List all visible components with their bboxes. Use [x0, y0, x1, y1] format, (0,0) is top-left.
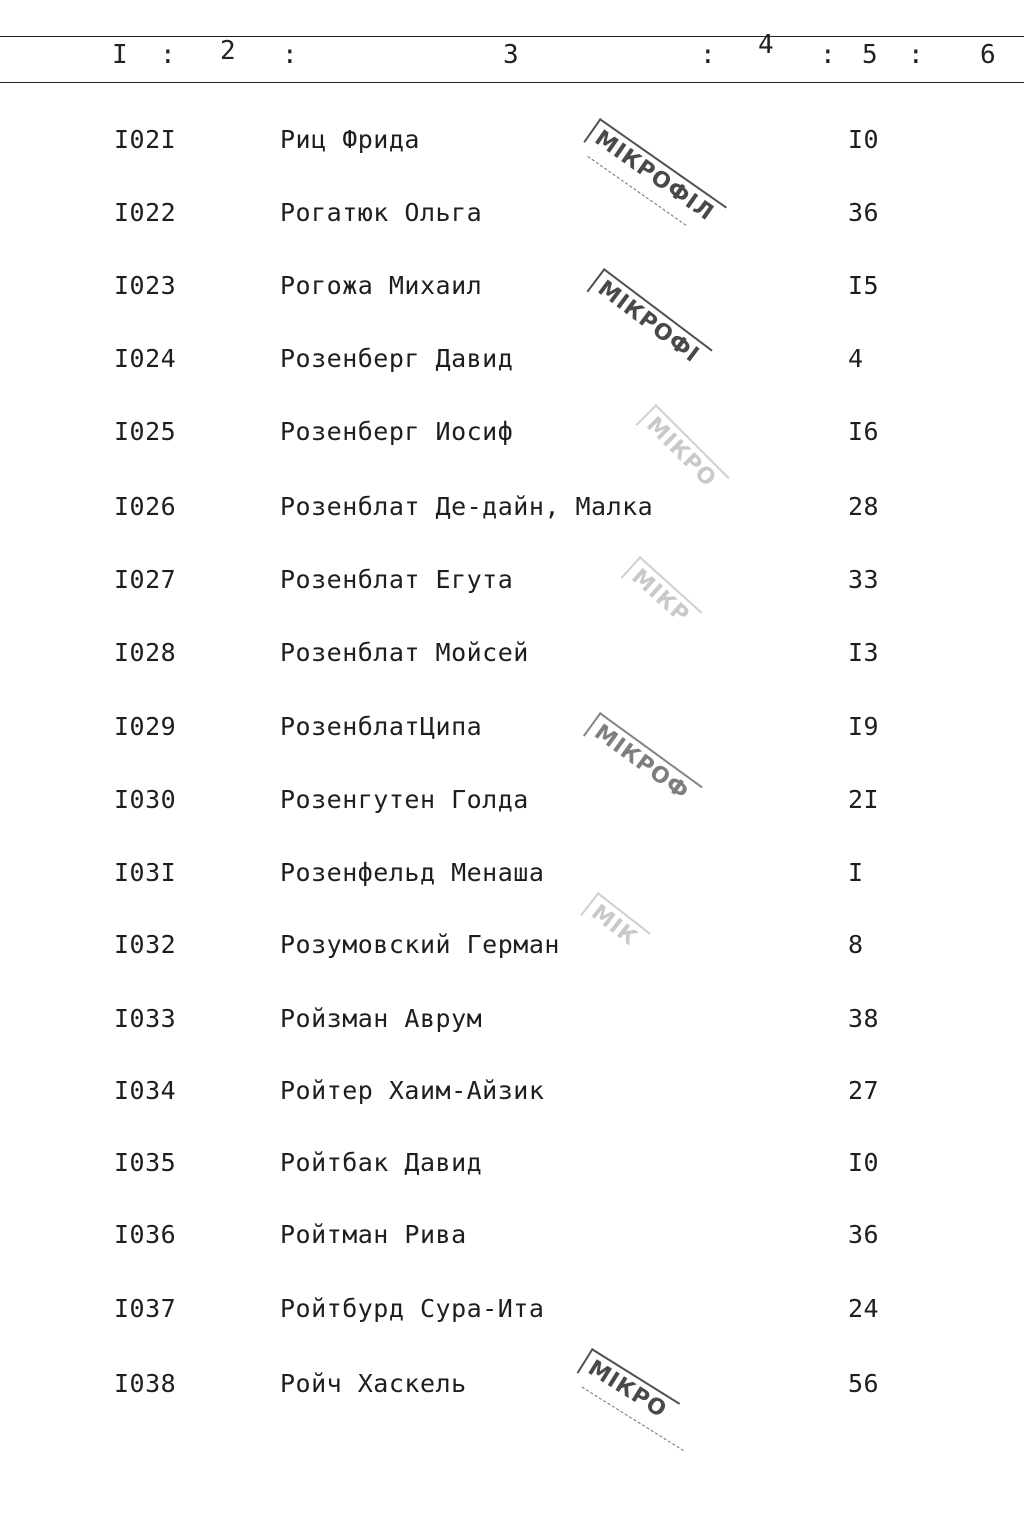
table-row — [0, 782, 1024, 822]
row-name: Розумовский Герман — [280, 930, 560, 959]
row-number: I03I — [114, 858, 177, 887]
header-sep-1: : — [160, 40, 176, 70]
row-pages: 28 — [848, 492, 880, 521]
row-number: I038 — [114, 1369, 177, 1398]
row-pages: 56 — [848, 1369, 880, 1398]
row-number: I037 — [114, 1294, 177, 1323]
header-sep-3: : — [700, 40, 716, 70]
row-name: Розенгутен Голда — [280, 785, 529, 814]
table-row — [0, 1145, 1024, 1185]
table-row — [0, 709, 1024, 749]
row-name: Розенблат Мойсей — [280, 638, 529, 667]
microfilm-stamp: МІКРОФ — [583, 712, 703, 810]
table-row — [0, 1217, 1024, 1257]
row-number: I027 — [114, 565, 177, 594]
row-name: Ройч Хаскель — [280, 1369, 467, 1398]
row-name: Розенблат Де-дайн, Малка — [280, 492, 654, 521]
row-number: I02I — [114, 125, 177, 154]
table-row — [0, 341, 1024, 381]
row-name: Рогатюк Ольга — [280, 198, 483, 227]
header-col-6: 6 — [980, 40, 996, 70]
row-name: Ройзман Аврум — [280, 1004, 483, 1033]
header-sep-5: : — [908, 40, 924, 70]
row-pages: 33 — [848, 565, 880, 594]
row-number: I030 — [114, 785, 177, 814]
row-pages: 2I — [848, 785, 880, 814]
row-name: РозенблатЦипа — [280, 712, 483, 741]
row-number: I028 — [114, 638, 177, 667]
row-number: I026 — [114, 492, 177, 521]
row-pages: 38 — [848, 1004, 880, 1033]
microfilm-stamp: МІКРО — [577, 1348, 680, 1428]
row-pages: I6 — [848, 417, 880, 446]
table-row — [0, 489, 1024, 529]
header-sep-2: : — [282, 40, 298, 70]
row-name: Розенберг Давид — [280, 344, 514, 373]
row-number: I033 — [114, 1004, 177, 1033]
table-row — [0, 268, 1024, 308]
microfilm-stamp: МІКР — [621, 556, 703, 634]
row-pages: I0 — [848, 1148, 880, 1177]
header-col-5: 5 — [862, 40, 878, 70]
row-pages: 24 — [848, 1294, 880, 1323]
microfilm-stamp: МІКРОФІЛ — [583, 118, 727, 231]
header-col-2: 2 — [220, 36, 236, 66]
row-pages: 36 — [848, 1220, 880, 1249]
microfilm-stamp: МІК — [580, 892, 651, 956]
table-row — [0, 562, 1024, 602]
row-name: Ройтбак Давид — [280, 1148, 483, 1177]
row-name: Ройтер Хаим-Айзик — [280, 1076, 545, 1105]
row-number: I029 — [114, 712, 177, 741]
row-number: I024 — [114, 344, 177, 373]
header-col-4: 4 — [758, 30, 774, 60]
row-pages: I5 — [848, 271, 880, 300]
row-pages: 36 — [848, 198, 880, 227]
row-name: Розенблат Егута — [280, 565, 514, 594]
row-name: Розенфельд Менаша — [280, 858, 545, 887]
table-row — [0, 1366, 1024, 1406]
row-name: Риц Фрида — [280, 125, 420, 154]
row-name: Розенберг Иосиф — [280, 417, 514, 446]
row-number: I032 — [114, 930, 177, 959]
row-number: I034 — [114, 1076, 177, 1105]
row-number: I023 — [114, 271, 177, 300]
table-row — [0, 855, 1024, 895]
table-row — [0, 195, 1024, 235]
table-row — [0, 122, 1024, 162]
header-sep-4: : — [820, 40, 836, 70]
row-number: I036 — [114, 1220, 177, 1249]
row-pages: 8 — [848, 930, 864, 959]
row-number: I022 — [114, 198, 177, 227]
row-pages: I3 — [848, 638, 880, 667]
row-pages: 27 — [848, 1076, 880, 1105]
header-col-1: I — [112, 40, 128, 70]
row-number: I035 — [114, 1148, 177, 1177]
table-row — [0, 1073, 1024, 1113]
row-name: Рогожа Михаил — [280, 271, 483, 300]
table-row — [0, 1001, 1024, 1041]
table-row — [0, 927, 1024, 967]
microfilm-stamp: МІКРОФІ — [587, 268, 713, 373]
header-col-3: 3 — [503, 40, 519, 70]
row-number: I025 — [114, 417, 177, 446]
microfilm-stamp: МІКРО — [635, 404, 729, 498]
row-pages: I9 — [848, 712, 880, 741]
row-pages: I0 — [848, 125, 880, 154]
row-name: Ройтбурд Сура-Ита — [280, 1294, 545, 1323]
table-row — [0, 414, 1024, 454]
row-pages: I — [848, 858, 864, 887]
table-row — [0, 635, 1024, 675]
row-pages: 4 — [848, 344, 864, 373]
table-row — [0, 1291, 1024, 1331]
row-name: Ройтман Рива — [280, 1220, 467, 1249]
